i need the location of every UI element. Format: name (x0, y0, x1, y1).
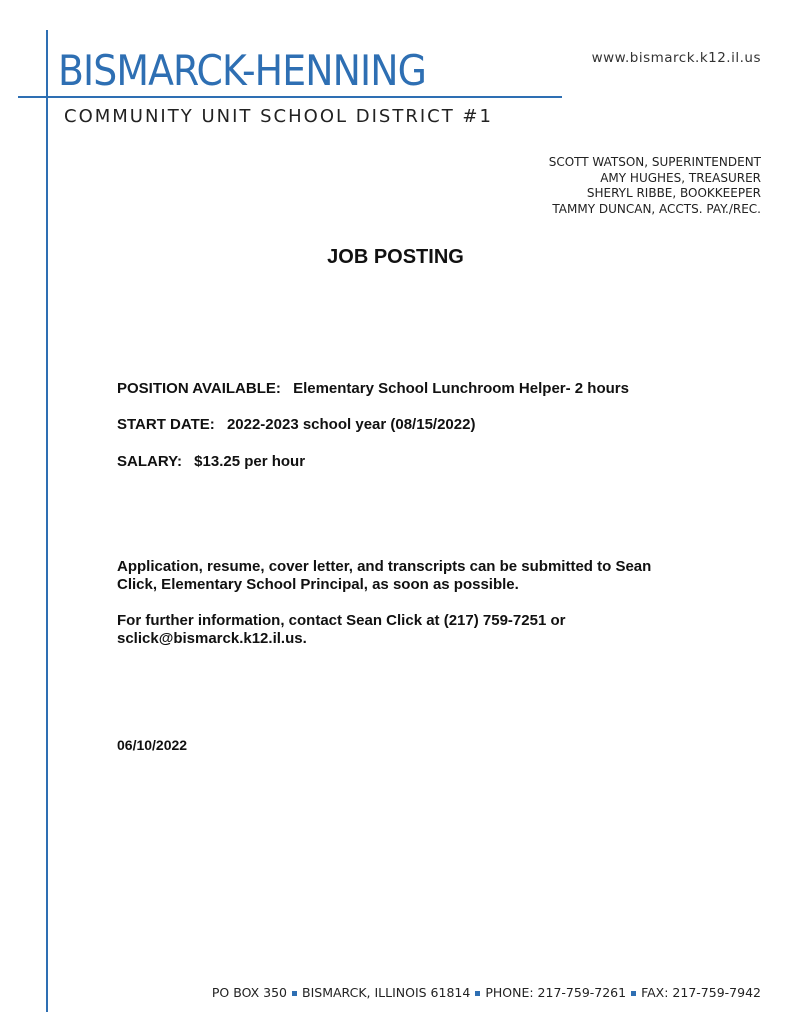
contact-paragraph: For further information, contact Sean Click at (217) 759-7251 or sclick@bismarck.k12.il.us. (117, 612, 566, 647)
footer-fax: FAX: 217-759-7942 (641, 985, 761, 1000)
posting-title: JOB POSTING (327, 246, 464, 268)
staff-superintendent: SCOTT WATSON, SUPERINTENDENT (548, 155, 761, 169)
footer-contact (212, 985, 761, 1000)
position-label: POSITION AVAILABLE: (117, 380, 281, 397)
start-date-value: 2022-2023 school year (08/15/2022) (226, 416, 476, 433)
district-subtitle: COMMUNITY UNIT SCHOOL DISTRICT #1 (64, 106, 493, 127)
bullet-separator (631, 991, 636, 996)
staff-treasurer: AMY HUGHES, TREASURER (600, 170, 761, 185)
position-value: Elementary School Lunchroom Helper- 2 hours (293, 380, 629, 397)
district-name: BISMARCK-HENNING (58, 46, 426, 95)
footer-address: PO BOX 350 (211, 985, 287, 1000)
salary-label: SALARY: (117, 453, 182, 470)
start-date-label: START DATE: (117, 416, 215, 433)
staff-bookkeeper: SHERYL RIBBE, BOOKKEEPER (586, 186, 761, 200)
staff-accounts: TAMMY DUNCAN, ACCTS. PAY./REC. (552, 201, 761, 216)
bullet-separator (292, 991, 297, 996)
footer-city: BISMARCK, ILLINOIS 61814 (302, 985, 471, 1000)
position-field (117, 380, 629, 397)
letterhead-vertical-rule (46, 30, 48, 1012)
salary-field (117, 453, 305, 470)
staff-list (549, 155, 761, 217)
application-paragraph: Application, resume, cover letter, and transcripts can be submitted to Sean Click, Elementary School Principal, as soon as possible. (117, 558, 652, 593)
start-date-field (117, 416, 475, 433)
letterhead-horizontal-rule (18, 96, 562, 98)
bullet-separator (475, 991, 480, 996)
posting-date: 06/10/2022 (117, 737, 188, 753)
website: www.bismarck.k12.il.us (591, 50, 761, 66)
footer-phone: PHONE: 217-759-7261 (485, 985, 627, 1000)
salary-value: $13.25 per hour (194, 453, 306, 470)
